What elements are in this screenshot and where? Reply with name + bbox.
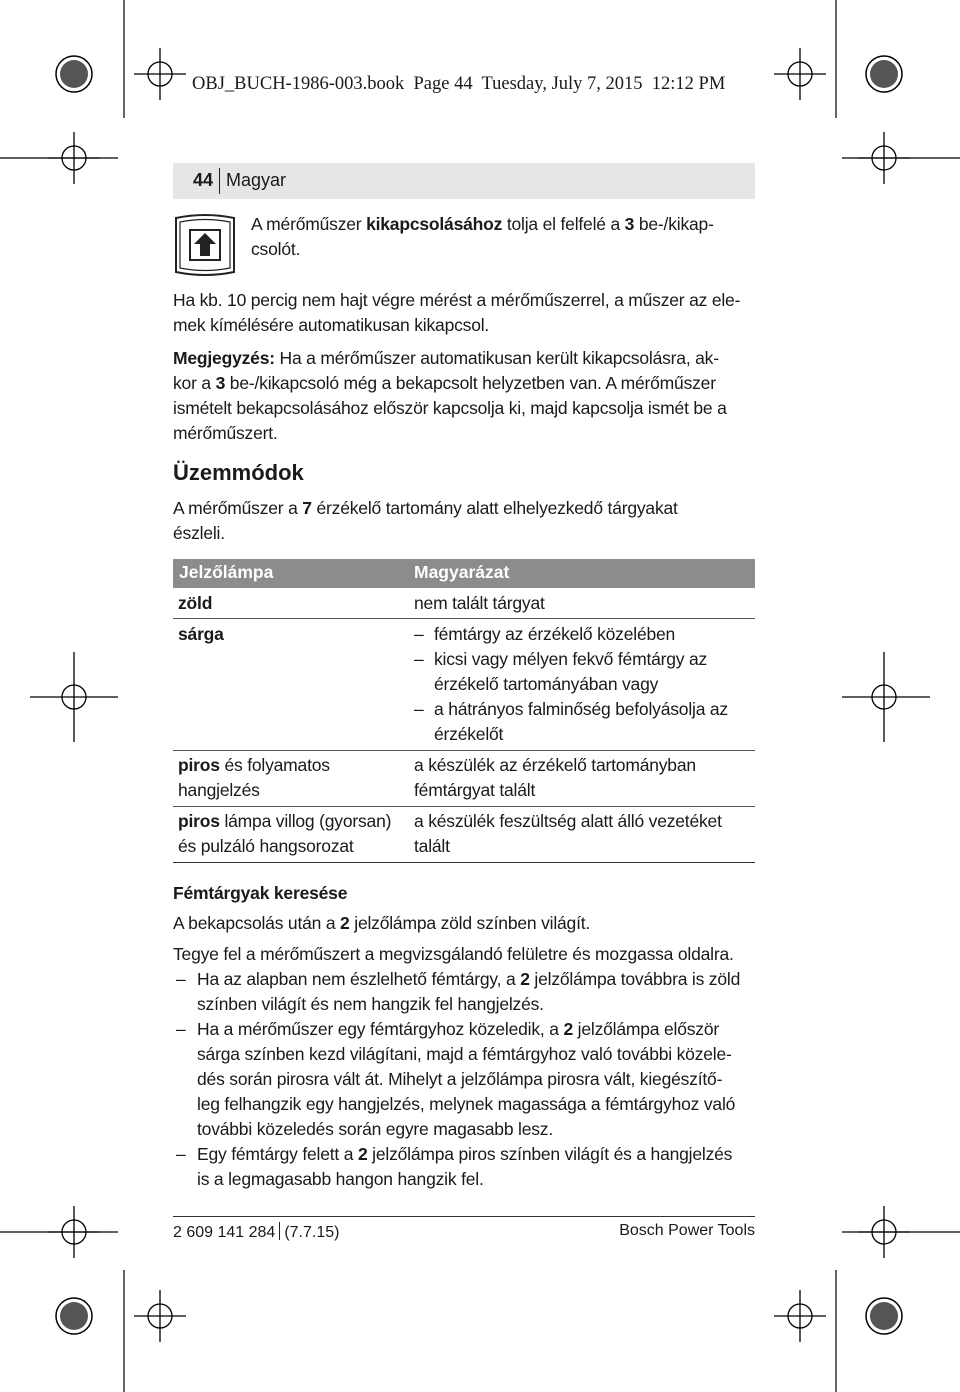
list-item: – (414, 649, 424, 669)
section-intro-line2: észleli. (173, 523, 225, 543)
note-line4: mérőműszert. (173, 423, 278, 443)
expl-yellow-3a: a hátrányos falminőség befolyásolja az (434, 699, 728, 719)
header-separator (219, 168, 220, 194)
expl-red-blink-2: talált (414, 836, 450, 856)
search-p1: A bekapcsolás után a 2 jelzőlámpa zöld színben világít. (173, 913, 591, 933)
expl-red-blink-1: a készülék feszültség alatt álló vezetéket (414, 811, 722, 831)
footer-rule (173, 1216, 755, 1217)
page-number: 44 (193, 170, 214, 190)
note-line3: ismételt bekapcsolásához először kapcsolja ki, majd kapcsolja ismét be a (173, 398, 727, 418)
table-header (173, 559, 755, 588)
bullet-dash: – (176, 969, 186, 989)
list-item: Ha a mérőműszer egy fémtárgyhoz közeledik, a 2 jelzőlámpa először (197, 1019, 719, 1039)
expl-red-steady-1: a készülék az érzékelő tartományban (414, 755, 696, 775)
header-language: Magyar (226, 170, 287, 190)
list-item: színben világít és nem hangzik fel hangjelzés. (197, 994, 544, 1014)
expl-green: nem talált tárgyat (414, 593, 545, 613)
auto-off-line1: Ha kb. 10 percig nem hajt végre mérést a mérőműszerrel, a műszer az ele- (173, 290, 741, 310)
search-p2: Tegye fel a mérőműszert a megvizsgálandó felületre és mozgassa oldalra. (173, 944, 734, 964)
list-item: leg felhangzik egy hangjelzés, melynek magassága a fémtárgyhoz való (197, 1094, 736, 1114)
lamp-red-steady-line2: hangjelzés (178, 780, 260, 800)
list-item: dés során pirosra vált át. Mihelyt a jelzőlámpa pirosra vált, kiegészítő- (197, 1069, 723, 1089)
list-item: – (414, 624, 424, 644)
list-item: – (414, 699, 424, 719)
list-item: további közeledés során egyre magasabb lesz. (197, 1119, 553, 1139)
print-header: OBJ_BUCH-1986-003.book Page 44 Tuesday, July 7, 2015 12:12 PM (192, 74, 726, 94)
search-title: Fémtárgyak keresése (173, 883, 348, 903)
note-line1: Megjegyzés: Ha a mérőműszer automatikusan került kikapcsolásra, ak- (173, 348, 719, 368)
expl-yellow-2a: kicsi vagy mélyen fekvő fémtárgy az (434, 649, 708, 669)
expl-red-steady-2: fémtárgyat talált (414, 780, 536, 800)
section-title: Üzemmódok (173, 460, 304, 485)
footer-doc: 2 609 141 284 (7.7.15) (173, 1224, 340, 1241)
note-line2: kor a 3 be-/kikapcsoló még a bekapcsolt helyzetben van. A mérőműszer (173, 373, 716, 393)
list-item: is a legmagasabb hangon hangzik fel. (197, 1169, 484, 1189)
list-item: Ha az alapban nem észlelhető fémtárgy, a 2 jelzőlámpa továbbra is zöld (197, 969, 741, 989)
expl-yellow-3b: érzékelőt (434, 724, 504, 744)
lamp-red-blink-line2: és pulzáló hangsorozat (178, 836, 354, 856)
switch-off-line2: csolót. (251, 239, 301, 259)
lamp-green: zöld (178, 593, 213, 613)
bullet-dash: – (176, 1019, 186, 1039)
lamp-yellow: sárga (178, 624, 224, 644)
footer-brand: Bosch Power Tools (619, 1222, 755, 1239)
auto-off-line2: mek kímélésére automatikusan kikapcsol. (173, 315, 490, 335)
list-item: sárga színben kezd világítani, majd a fémtárgyhoz való további közele- (197, 1044, 732, 1064)
expl-yellow-2b: érzékelő tartományában vagy (434, 674, 659, 694)
table-header-explanation: Magyarázat (414, 562, 510, 582)
bullet-dash: – (176, 1144, 186, 1164)
table-header-lamp: Jelzőlámpa (179, 562, 274, 582)
lamp-red-steady: piros és folyamatos (178, 755, 330, 775)
switch-up-icon (172, 214, 238, 280)
expl-yellow-1: fémtárgy az érzékelő közelében (434, 624, 676, 644)
list-item: Egy fémtárgy felett a 2 jelzőlámpa piros színben világít és a hangjelzés (197, 1144, 733, 1164)
section-intro-line1: A mérőműszer a 7 érzékelő tartomány alatt elhelyezkedő tárgyakat (173, 498, 678, 518)
switch-off-line1: A mérőműszer kikapcsolásához tolja el felfelé a 3 be-/kikap- (251, 214, 714, 234)
lamp-red-blink: piros lámpa villog (gyorsan) (178, 811, 392, 831)
